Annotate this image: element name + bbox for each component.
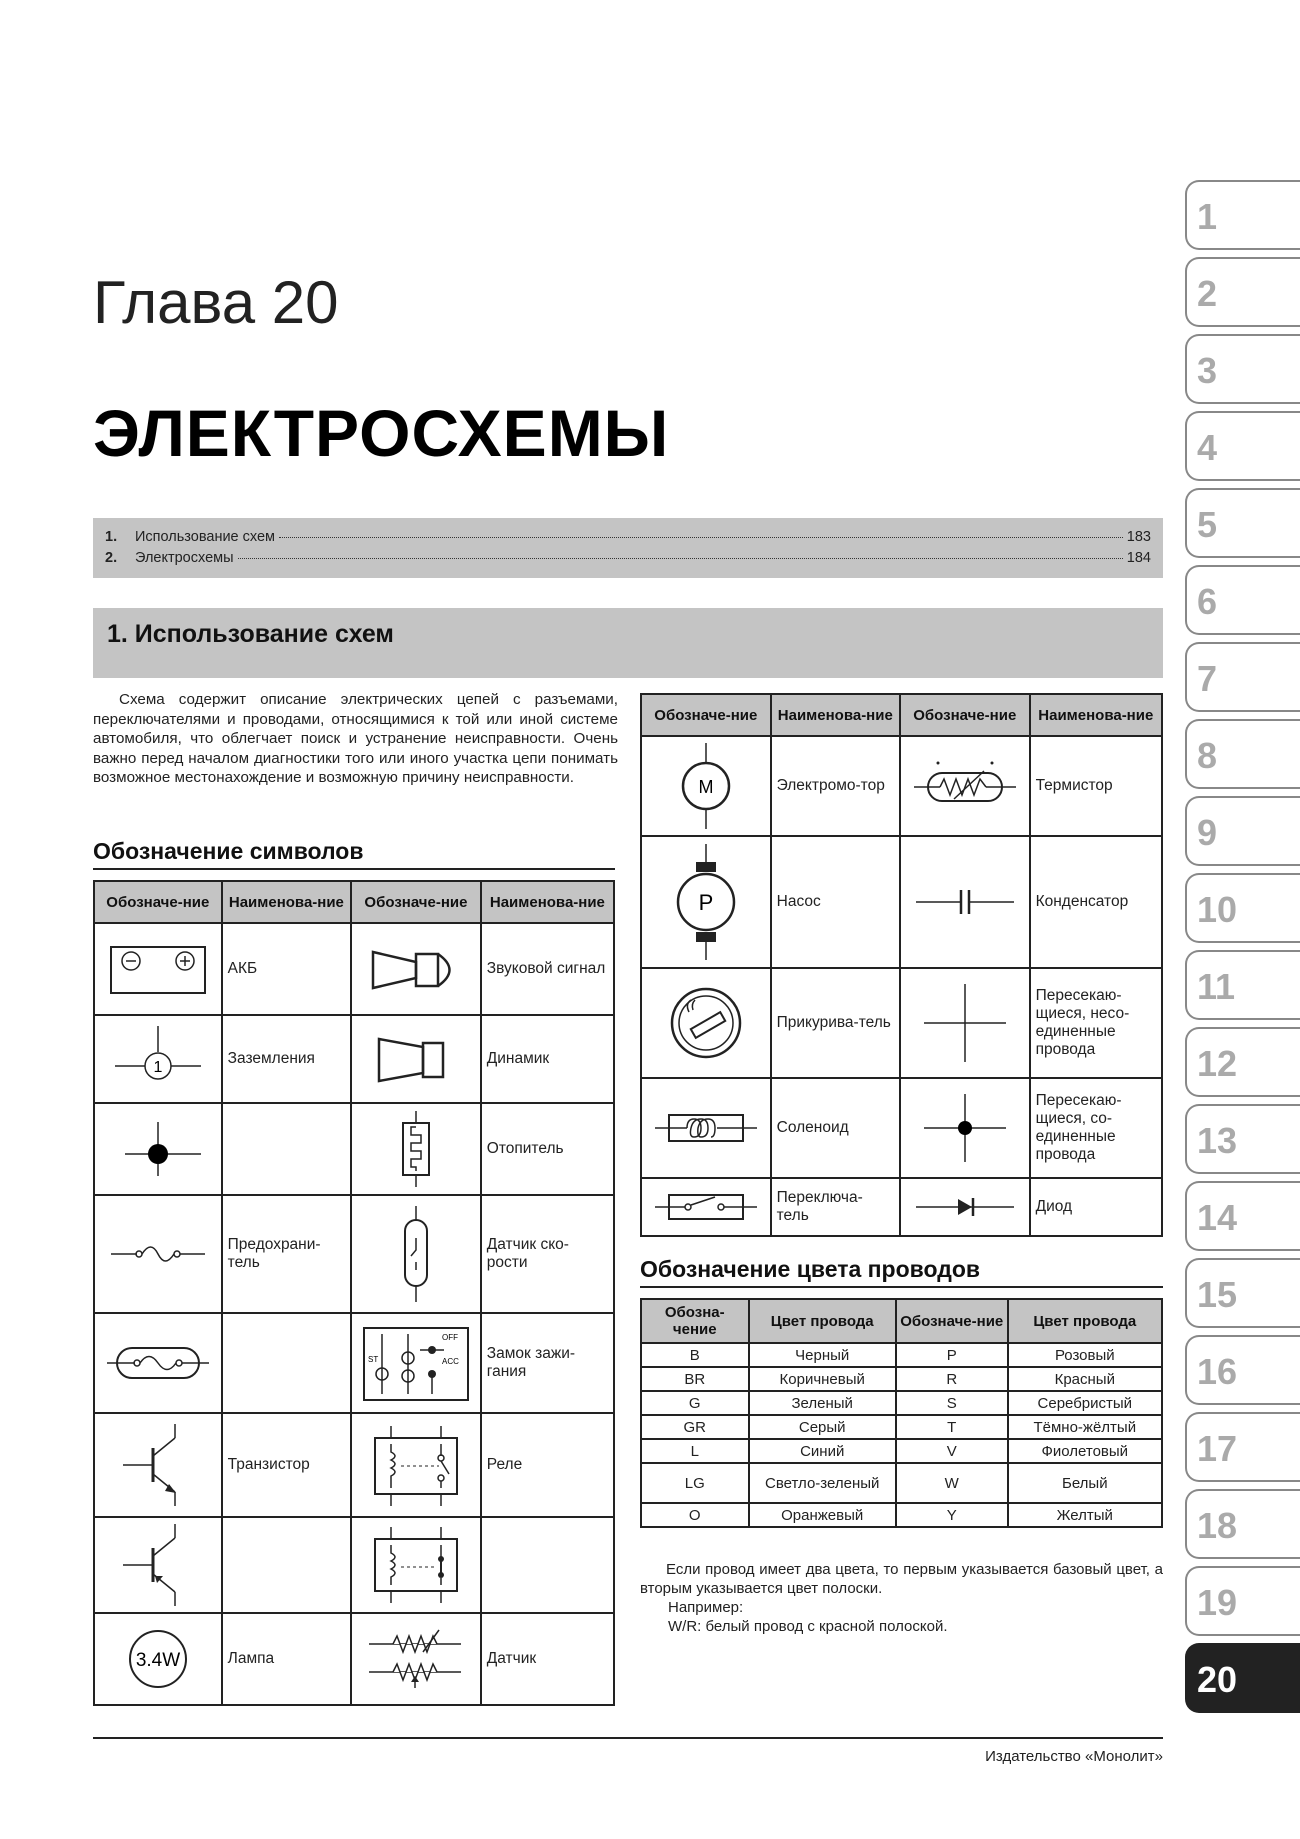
symbol-name: Транзистор [222,1413,351,1517]
color-name: Оранжевый [749,1503,896,1527]
heater-icon [361,1109,471,1189]
color-row [641,1503,1162,1527]
symbol-name: Термистор [1030,736,1162,836]
chapter-tab-label: 14 [1197,1197,1238,1238]
table-row [94,1195,614,1313]
chapter-tab-7[interactable] [1185,642,1300,712]
chapter-tab-label: 13 [1197,1120,1238,1161]
header-color: Цвет провода [1008,1299,1162,1343]
symbol-name [222,1103,351,1195]
toc-num: 1. [105,529,118,545]
section-heading [93,608,1163,678]
chapter-tab-label: 3 [1197,350,1218,391]
symbol-name: Лампа [222,1613,351,1705]
chapter-tab-11[interactable] [1185,950,1300,1020]
capacitor-icon [910,882,1020,922]
chapter-tab-1[interactable] [1185,180,1300,250]
symbol-name: Насос [771,836,900,968]
color-code: B [641,1343,749,1367]
relay-icon [361,1420,471,1510]
page-title: ЭЛЕКТРОСХЕМЫ [93,396,670,470]
table-row [94,1517,614,1613]
two-color-note [640,1560,1163,1636]
speaker-icon [361,1029,471,1089]
bulb-fuse-icon [103,1338,213,1388]
color-row [641,1439,1162,1463]
junction-dot-icon [103,1114,213,1184]
intro-paragraph: Схема содержит описание электрических цепей с разъемами, переключателями и проводами, относящимися к той или иной системе автомобиля, что облегчает поиск и устранение неисправности. Очень важно перед началом диагностики того или иного участка цепи понимать возможное местонахождение и возможную причину неисправности. [93,691,618,786]
toc-label: Использование схем [135,529,276,545]
symbol-name: Электромо-тор [771,736,900,836]
chapter-tab-label: 5 [1197,504,1218,545]
symbol-name: АКБ [222,923,351,1015]
chapter-tab-15[interactable] [1185,1258,1300,1328]
table-row [94,1413,614,1517]
note-example: W/R: белый провод с красной полоской. [668,1618,948,1635]
speed-sensor-icon [361,1204,471,1304]
chapter-tab-label: 4 [1197,427,1218,468]
symbol-name [222,1313,351,1413]
chapter-tab-label: 2 [1197,273,1218,314]
chapter-tab-label: 10 [1197,889,1238,930]
color-name: Фиолетовый [1008,1439,1162,1463]
chapter-tab-3[interactable] [1185,334,1300,404]
header-code: Обозначе-ние [896,1299,1008,1343]
chapter-tab-10[interactable] [1185,873,1300,943]
color-code: O [641,1503,749,1527]
toc-page: 183 [1126,529,1151,545]
table-row [641,1178,1162,1236]
ground-icon [103,1024,213,1094]
color-code: G [641,1391,749,1415]
color-code: P [896,1343,1008,1367]
color-code: BR [641,1367,749,1391]
chapter-tab-label: 9 [1197,812,1218,853]
table-row [94,1015,614,1103]
color-name: Серебристый [1008,1391,1162,1415]
color-name: Белый [1008,1463,1162,1503]
color-name: Желтый [1008,1503,1162,1527]
header-symbol: Обозначе-ние [900,694,1030,736]
pump-icon [651,842,761,962]
chapter-tab-label: 1 [1197,196,1218,237]
battery-icon [103,939,213,999]
transistor-pnp-icon [103,1520,213,1610]
table-row [94,923,614,1015]
diode-icon [910,1187,1020,1227]
toc-label: Электросхемы [135,550,234,566]
note-text: Если провод имеет два цвета, то первым указывается базовый цвет, а вторым указывается цвет полоски. [640,1561,1163,1597]
symbol-name: Диод [1030,1178,1162,1236]
junction-icon [910,1088,1020,1168]
wire-colors-table [640,1298,1163,1528]
fuse-icon [103,1234,213,1274]
note-example-label: Например: [668,1599,744,1616]
symbol-name: Заземления [222,1015,351,1103]
chapter-tab-label: 15 [1197,1274,1238,1315]
chapter-tab-label: 17 [1197,1428,1238,1469]
chapter-tab-label: 12 [1197,1043,1238,1084]
symbol-name: Прикурива-тель [771,968,900,1078]
color-name: Синий [749,1439,896,1463]
ign-st-label: ST [367,1355,379,1364]
crossing-wires-icon [910,978,1020,1068]
symbol-name: Замок зажи-гания [481,1313,614,1413]
chapter-tab-label: 20 [1197,1659,1238,1700]
ign-off-label: OFF [441,1333,458,1342]
symbol-name: Соленоид [771,1078,900,1178]
symbol-name: Датчик ско-рости [481,1195,614,1313]
toc-page: 184 [1126,550,1151,566]
header-symbol: Обозначе-ние [94,881,222,923]
color-code: L [641,1439,749,1463]
chapter-tab-9[interactable] [1185,796,1300,866]
chapter-tab-17[interactable] [1185,1412,1300,1482]
color-row [641,1343,1162,1367]
color-row [641,1415,1162,1439]
toc-row[interactable] [105,529,1151,545]
footer-rule [93,1737,1163,1739]
table-row [641,968,1162,1078]
symbol-name: Отопитель [481,1103,614,1195]
symbol-name: Пересекаю-щиеся, несо-единенные провода [1030,968,1162,1078]
chapter-tab-label: 18 [1197,1505,1238,1546]
table-row [641,836,1162,968]
chapter-tab-label: 6 [1197,581,1218,622]
symbol-name: Звуковой сигнал [481,923,614,1015]
chapter-tab-4[interactable] [1185,411,1300,481]
color-name: Зеленый [749,1391,896,1415]
chapter-tab-13[interactable] [1185,1104,1300,1174]
color-code: S [896,1391,1008,1415]
chapter-tab-2[interactable] [1185,257,1300,327]
solenoid-icon [651,1103,761,1153]
chapter-tab-label: 11 [1197,966,1236,1007]
color-row [641,1391,1162,1415]
symbol-name: Датчик [481,1613,614,1705]
color-name: Розовый [1008,1343,1162,1367]
chapter-tab-5[interactable] [1185,488,1300,558]
symbol-name: Переключа-тель [771,1178,900,1236]
symbols-table-left [93,880,615,1706]
header-symbol: Обозначе-ние [641,694,771,736]
chapter-tab-6[interactable] [1185,565,1300,635]
toc-row[interactable] [105,550,1151,566]
thermistor-icon [910,751,1020,821]
chapter-tab-label: 8 [1197,735,1218,776]
color-code: V [896,1439,1008,1463]
chapter-tab-14[interactable] [1185,1181,1300,1251]
sensor-icon [361,1624,471,1694]
chapter-tab-20[interactable] [1185,1643,1300,1713]
wire-colors-heading: Обозначение цвета проводов [640,1256,1163,1288]
cigarette-lighter-icon [651,978,761,1068]
pump-letter: P [698,890,714,915]
chapter-tab-18[interactable] [1185,1489,1300,1559]
publisher: Издательство «Монолит» [985,1748,1163,1765]
color-name: Красный [1008,1367,1162,1391]
relay-closed-icon [361,1525,471,1605]
color-name: Черный [749,1343,896,1367]
symbol-name [481,1517,614,1613]
color-name: Тёмно-жёлтый [1008,1415,1162,1439]
lamp-icon [103,1624,213,1694]
symbol-name: Конденсатор [1030,836,1162,968]
symbol-name [222,1517,351,1613]
table-row [641,1078,1162,1178]
symbol-name: Пересекаю-щиеся, со-единенные провода [1030,1078,1162,1178]
color-code: R [896,1367,1008,1391]
motor-icon [651,741,761,831]
header-code: Обозна-чение [641,1299,749,1343]
symbols-table-right [640,693,1163,1237]
color-row [641,1367,1162,1391]
chapter-label: Глава 20 [93,269,339,336]
lamp-wattage: 3.4W [135,1650,181,1671]
header-color: Цвет провода [749,1299,896,1343]
table-of-contents [93,518,1163,578]
header-name: Наименова-ние [481,881,614,923]
color-name: Коричневый [749,1367,896,1391]
chapter-tab-label: 19 [1197,1582,1238,1623]
symbols-heading: Обозначение символов [93,838,615,870]
symbol-name: Предохрани-тель [222,1195,351,1313]
chapter-tab-19[interactable] [1185,1566,1300,1636]
table-row [94,1103,614,1195]
motor-letter: M [698,777,714,797]
transistor-icon [103,1420,213,1510]
horn-icon [361,934,471,1004]
ign-acc-label: ACC [441,1357,459,1366]
toc-num: 2. [105,550,118,566]
header-name: Наименова-ние [771,694,900,736]
header-name: Наименова-ние [222,881,351,923]
color-row [641,1463,1162,1503]
ignition-switch-icon [360,1320,472,1406]
chapter-tab-label: 16 [1197,1351,1238,1392]
symbol-name: Динамик [481,1015,614,1103]
symbol-name: Реле [481,1413,614,1517]
color-code: LG [641,1463,749,1503]
chapter-tab-12[interactable] [1185,1027,1300,1097]
color-name: Светло-зеленый [749,1463,896,1503]
header-symbol: Обозначе-ние [351,881,481,923]
switch-icon [651,1187,761,1227]
table-row [94,1313,614,1413]
color-code: Y [896,1503,1008,1527]
color-name: Серый [749,1415,896,1439]
header-name: Наименова-ние [1030,694,1162,736]
color-code: W [896,1463,1008,1503]
color-code: GR [641,1415,749,1439]
chapter-tab-16[interactable] [1185,1335,1300,1405]
ground-number: 1 [153,1059,163,1076]
table-row [641,736,1162,836]
section-heading-text: 1. Использование схем [107,620,394,648]
color-code: T [896,1415,1008,1439]
table-row [94,1613,614,1705]
chapter-tab-8[interactable] [1185,719,1300,789]
chapter-tab-label: 7 [1197,658,1218,699]
